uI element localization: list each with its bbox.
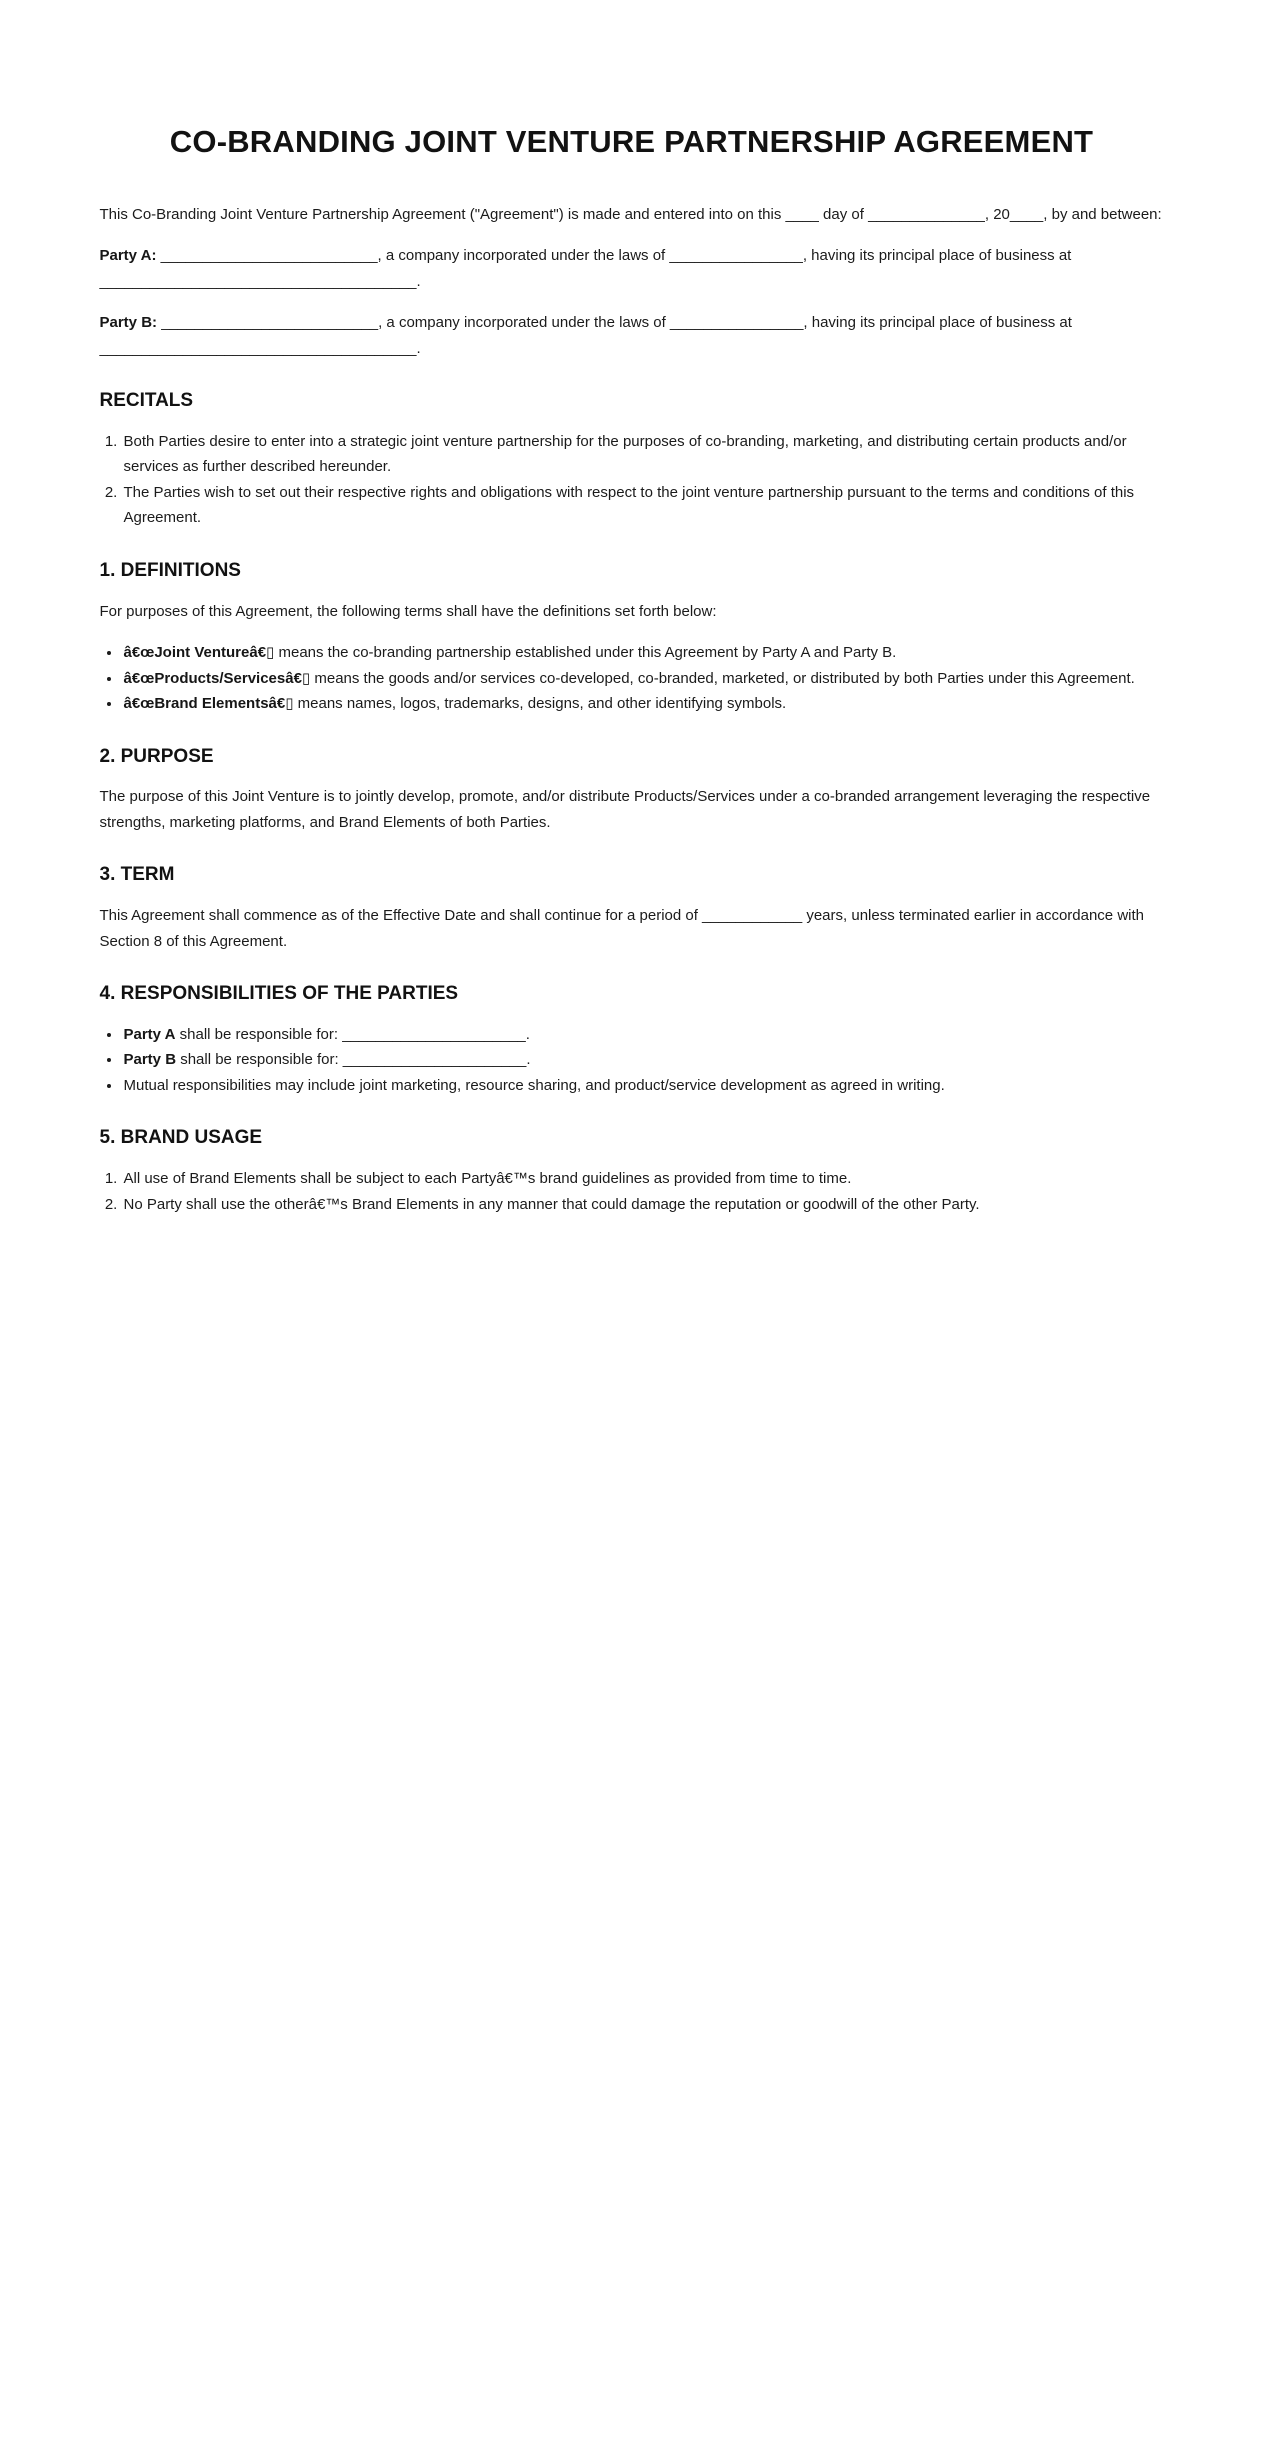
- agreement-document: [100, 0, 1164, 1217]
- intro-paragraph: This Co-Branding Joint Venture Partnership Agreement ("Agreement") is made and entered into on this ____ day of ______________, 20____, by and between:: [99, 205, 1162, 223]
- recitals-list: [100, 429, 1164, 531]
- list-item: [122, 691, 1164, 717]
- responsibility-party: Party B: [123, 1051, 177, 1069]
- responsibility-text: shall be responsible for: ______________________.: [176, 1051, 531, 1069]
- term-paragraph: This Agreement shall commence as of the Effective Date and shall continue for a period of ____________ years, unless terminated earlier in accordance with Section 8 of this Agreement.: [99, 907, 1144, 950]
- responsibilities-list: [100, 1022, 1164, 1099]
- document-title: CO-BRANDING JOINT VENTURE PARTNERSHIP AGREEMENT: [169, 124, 1094, 159]
- party-b-paragraph: [100, 310, 1164, 361]
- responsibility-party: Party A: [123, 1025, 176, 1043]
- party-a-paragraph: [100, 243, 1164, 294]
- responsibility-text: Mutual responsibilities may include joint marketing, resource sharing, and product/service development as agreed in writing.: [123, 1076, 945, 1094]
- list-item: 1. Both Parties desire to enter into a strategic joint venture partnership for the purposes of co-branding, marketing, and distributing certain products and/or services as further described hereunder.: [122, 429, 1164, 480]
- list-item: [122, 1022, 1164, 1048]
- brand-usage-list: [100, 1166, 1164, 1217]
- list-item: [122, 640, 1164, 666]
- definitions-lead: For purposes of this Agreement, the following terms shall have the definitions set forth below:: [99, 602, 717, 620]
- section-heading-recitals: RECITALS: [99, 390, 194, 412]
- section-heading-term: 3. TERM: [99, 864, 175, 886]
- definition-text: means the goods and/or services co-developed, co-branded, marketed, or distributed by both Parties under this Agreement.: [310, 669, 1135, 687]
- list-item: [122, 1073, 1164, 1099]
- purpose-paragraph: The purpose of this Joint Venture is to jointly develop, promote, and/or distribute Products/Services under a co-branded arrangement leveraging the respective strengths, marketing platforms, and Brand Elements of both Parties.: [99, 788, 1151, 831]
- definition-term: â€œBrand Elementsâ€▯: [123, 695, 294, 713]
- definitions-list: [100, 640, 1164, 717]
- definition-term: â€œJoint Ventureâ€▯: [123, 644, 275, 662]
- section-heading-purpose: 2. PURPOSE: [99, 745, 214, 767]
- section-heading-brand-usage: 5. BRAND USAGE: [99, 1127, 263, 1149]
- list-item: [122, 666, 1164, 692]
- definition-text: means names, logos, trademarks, designs, and other identifying symbols.: [293, 695, 787, 713]
- definition-term: â€œProducts/Servicesâ€▯: [123, 669, 311, 687]
- list-item: 2. The Parties wish to set out their respective rights and obligations with respect to the joint venture partnership pursuant to the terms and conditions of this Agreement.: [122, 480, 1164, 531]
- party-b-label: Party B:: [99, 314, 158, 332]
- party-b-details: __________________________, a company incorporated under the laws of ________________, having its principal place of business at ______________________________________.: [99, 314, 1072, 357]
- party-a-label: Party A:: [99, 247, 157, 265]
- list-item: 1. All use of Brand Elements shall be subject to each Partyâ€™s brand guidelines as provided from time to time.: [122, 1166, 1164, 1192]
- list-item: 2. No Party shall use the otherâ€™s Brand Elements in any manner that could damage the reputation or goodwill of the other Party.: [122, 1192, 1164, 1218]
- section-heading-definitions: 1. DEFINITIONS: [99, 559, 241, 581]
- definition-text: means the co-branding partnership established under this Agreement by Party A and Party B.: [274, 644, 897, 662]
- list-item: [122, 1047, 1164, 1073]
- responsibility-text: shall be responsible for: ______________________.: [175, 1025, 530, 1043]
- section-heading-responsibilities: 4. RESPONSIBILITIES OF THE PARTIES: [99, 983, 459, 1005]
- party-a-details: __________________________, a company incorporated under the laws of ________________, having its principal place of business at ______________________________________.: [99, 247, 1072, 290]
